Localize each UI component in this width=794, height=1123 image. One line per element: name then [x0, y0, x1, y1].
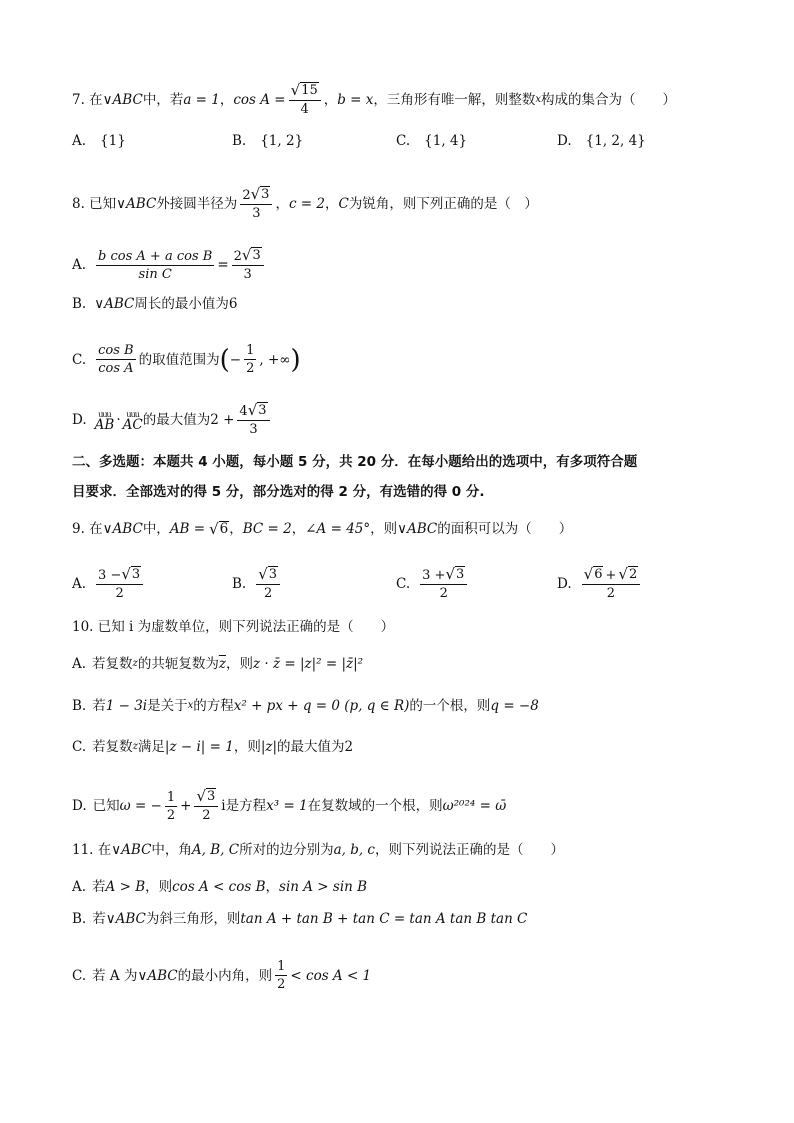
- q7-a-text: {1}: [100, 133, 126, 149]
- q10-b-t4: 的一个根，则: [409, 698, 491, 714]
- q10-d-t1: 已知: [92, 798, 120, 814]
- q7-cos-a: cos A =: [233, 92, 286, 108]
- q8-a-rhs: 2 √ 3 3: [232, 247, 264, 283]
- q10-b-t1: 若: [92, 698, 106, 714]
- q9-d-num-sqrt2: 2: [628, 567, 638, 582]
- q9-bc: BC = 2: [242, 521, 292, 537]
- q8-c-range-end: , +∞: [259, 351, 291, 368]
- q7-text: 中，若: [142, 92, 184, 108]
- q9-c-den: 2: [439, 586, 448, 601]
- q7-end: 构成的集合为（ ）: [541, 92, 677, 108]
- q7-option-d: [557, 133, 646, 149]
- q10-d-frac1: [165, 789, 177, 824]
- q7-option-a: [72, 133, 126, 149]
- q9-b-fraction: √ 3 2: [256, 566, 280, 602]
- q8-option-c: [72, 342, 734, 377]
- q9-sep3: ，则: [370, 521, 398, 537]
- q8-b-label: B.: [72, 296, 87, 312]
- q10-b-t3: 的方程: [193, 698, 234, 714]
- q8-sep2: ，: [324, 196, 339, 212]
- q8-a-den: sin C: [138, 266, 172, 282]
- q11-sides: a, b, c: [333, 842, 375, 858]
- q9-a-num-pre: 3 −: [98, 568, 122, 583]
- q8-c-cond: c = 2: [288, 196, 325, 212]
- q7-frac-num: 15: [301, 83, 318, 98]
- q11-c-triangle: ∨ABC: [137, 967, 178, 984]
- q10-c-val: 2: [344, 739, 354, 755]
- q9-a-fraction: 3 − √ 3 2: [96, 566, 143, 602]
- q7-var-x: x: [535, 94, 542, 105]
- q10-a-expr: z · z̄ = |z|² = |z̄|²: [252, 656, 364, 672]
- q9-ab: AB =: [169, 521, 206, 537]
- q11-b-label: B.: [72, 911, 87, 927]
- q11-a-cond: A > B: [105, 879, 146, 895]
- q10-a-t1: 若复数: [92, 656, 133, 672]
- q8-c-range-fraction: [244, 342, 256, 377]
- q11-option-c: [72, 958, 734, 993]
- q10-b-t2: 是关于: [147, 698, 188, 714]
- q8-sep: ，: [275, 196, 289, 212]
- q11-c-label: C.: [72, 967, 87, 984]
- q8-text: 外接圆半径为: [156, 196, 238, 212]
- q9-b-num-sqrt: 3: [268, 567, 278, 582]
- q7-cond-b: b = x: [337, 92, 374, 108]
- q8-a-rhs-num: 3: [252, 248, 261, 263]
- q7-b-label: B.: [232, 133, 247, 149]
- q8-a-eq: =: [217, 257, 229, 273]
- q8-d-vector-ab: [94, 410, 115, 433]
- q8-r-coef: 2: [242, 188, 251, 203]
- q9-prefix: 9. 在: [72, 521, 103, 537]
- question-11-stem: [72, 840, 734, 860]
- q8-c-var: C: [338, 196, 349, 212]
- q11-c-num: 1: [277, 959, 286, 974]
- q7-fraction: √ 15 4: [289, 82, 321, 118]
- q8-option-b: [72, 294, 734, 314]
- q7-option-b: [232, 133, 303, 149]
- q7-a-label: A.: [72, 133, 87, 149]
- q7-c-text: {1, 4}: [424, 133, 468, 149]
- q9-d-label: D.: [557, 576, 572, 592]
- q9-d-den: 2: [606, 586, 616, 601]
- q10-c-t1: 若复数: [92, 739, 133, 755]
- q9-option-c: [396, 566, 470, 602]
- q9-triangle: ∨ABC: [102, 521, 143, 537]
- q8-d-num-coef: 4: [239, 404, 248, 419]
- q8-d-vec1: AB: [94, 417, 115, 433]
- q11-a-label: A.: [72, 879, 87, 895]
- q8-d-text: 的最大值为: [142, 412, 211, 428]
- q10-d-res: ω²⁰²⁴ = ω̄: [442, 798, 507, 814]
- question-10-stem: 10. 已知 i 为虚数单位，则下列说法正确的是（ ）: [72, 619, 395, 635]
- q8-c-label: C.: [72, 351, 87, 368]
- q7-triangle: ∨ABC: [102, 92, 143, 108]
- q8-end: 为锐角，则下列正确的是（ ）: [348, 196, 538, 212]
- q10-a-z: z: [132, 658, 138, 669]
- q7-c-label: C.: [396, 133, 411, 149]
- q9-sep1: ，: [229, 521, 243, 537]
- q10-c-t2: 满足: [137, 739, 165, 755]
- q8-a-rhs-coef: 2: [233, 249, 242, 264]
- q9-c-num-sqrt: 3: [456, 567, 465, 582]
- q11-c-den: 2: [277, 977, 286, 992]
- q11-c-fraction: [275, 958, 287, 993]
- q8-c-lparen: (: [219, 344, 230, 375]
- q7-b-text: {1, 2}: [260, 133, 304, 149]
- q11-a-r2: sin A > sin B: [279, 879, 368, 895]
- q8-d-vec2: AC: [122, 417, 143, 433]
- q9-ab-val: 6: [219, 521, 229, 537]
- q10-a-zbar: $\overline{z}$: [218, 656, 226, 672]
- q10-b-root: 1 − 3i: [105, 698, 148, 714]
- q11-angles: A, B, C: [191, 842, 240, 858]
- q11-option-a: [72, 877, 734, 897]
- q9-text: 中，: [142, 521, 170, 537]
- vector-arrow-icon: uuu: [98, 410, 111, 419]
- q11-a-r1: cos A < cos B: [172, 879, 266, 895]
- q11-text: 中，角: [151, 842, 192, 858]
- q9-c-fraction: 3 + √ 3 2: [420, 566, 467, 602]
- q10-option-d: [72, 788, 734, 824]
- q9-option-a: [72, 566, 146, 602]
- q11-c-t1: 若 A 为: [92, 967, 138, 984]
- q10-d-frac2: √ 3 2: [194, 788, 218, 824]
- q8-d-val-pre: 2 +: [210, 412, 235, 428]
- q8-c-text: 的取值范围为: [138, 351, 220, 368]
- q10-b-eq: x² + px + q = 0 (p, q ∈ R): [233, 698, 410, 714]
- q10-c-abs: |z|: [260, 739, 278, 755]
- q10-c-z: z: [132, 741, 138, 752]
- q11-end: ，则下列说法正确的是（ ）: [375, 842, 564, 858]
- q8-d-vector-ac: [122, 410, 143, 433]
- q8-r-num: 3: [261, 187, 270, 202]
- q9-a-num-sqrt: 3: [131, 567, 141, 582]
- q10-c-t4: 的最大值为: [277, 739, 345, 755]
- q10-c-cond: |z − i| = 1: [164, 739, 234, 755]
- section-2-heading: 二、多选题：本题共 4 小题，每小题 5 分，共 20 分．在每小题给出的选项中，有多项符合题: [72, 454, 638, 470]
- q10-a-t2: 的共轭复数为: [137, 656, 219, 672]
- q8-c-num: cos B: [98, 343, 134, 358]
- q7-d-label: D.: [557, 133, 572, 149]
- q10-b-label: B.: [72, 698, 87, 714]
- q10-d-i: i: [221, 798, 226, 814]
- q10-d-f1-den: 2: [166, 807, 176, 823]
- q11-b-t1: 若: [92, 911, 106, 927]
- q11-option-b: [72, 909, 734, 929]
- q10-d-omega: ω = −: [119, 798, 162, 814]
- q8-triangle: ∨ABC: [116, 196, 157, 212]
- q9-end: 的面积可以为（ ）: [437, 521, 573, 537]
- q9-b-den: 2: [264, 586, 273, 601]
- section-2-heading-line2: 目要求．全部选对的得 5 分，部分选对的得 2 分，有选错的得 0 分.: [72, 484, 485, 500]
- q8-option-d: [72, 402, 734, 438]
- q8-option-a: [72, 247, 734, 283]
- q10-option-b: [72, 696, 734, 716]
- q10-b-q: q = −8: [490, 698, 539, 714]
- q9-option-d: [557, 566, 643, 602]
- q8-a-rhs-den: 3: [243, 267, 252, 282]
- q10-c-t3: ，则: [233, 739, 261, 755]
- q9-d-num-sqrt1: 6: [594, 567, 603, 582]
- q10-d-label: D.: [72, 798, 87, 814]
- q8-b-val: 6: [228, 296, 238, 312]
- q10-d-f1-num: 1: [166, 789, 176, 805]
- q10-d-plus: +: [180, 798, 192, 814]
- q10-c-label: C.: [72, 739, 87, 755]
- q8-radius-fraction: 2 √ 3 3: [240, 186, 272, 222]
- q9-option-b: [232, 566, 283, 602]
- q9-b-label: B.: [232, 576, 247, 592]
- q8-d-den: 3: [249, 422, 258, 437]
- q10-a-t3: ，则: [225, 656, 253, 672]
- q8-d-fraction: 4 √ 3 3: [237, 402, 269, 438]
- q8-c-sign: −: [229, 351, 242, 368]
- q8-a-label: A.: [72, 257, 87, 273]
- q7-cond-a: a = 1: [183, 92, 220, 108]
- q11-text2: 所对的边分别为: [239, 842, 334, 858]
- q8-b-text: 周长的最小值为: [134, 296, 229, 312]
- q7-sep: ，: [219, 92, 234, 108]
- vector-arrow-icon: uuu: [126, 410, 139, 419]
- q8-c-range-den: 2: [246, 361, 255, 376]
- q7-option-c: [396, 133, 467, 149]
- q8-d-label: D.: [72, 412, 87, 428]
- q10-a-label: A.: [72, 656, 87, 672]
- q8-c-fraction: [96, 342, 135, 377]
- q10-d-eq: x³ = 1: [266, 798, 308, 814]
- q10-d-f2-den: 2: [202, 808, 211, 823]
- q11-a-sep: ，: [265, 879, 280, 895]
- q7-frac-den: 4: [300, 102, 309, 117]
- q11-triangle: ∨ABC: [111, 842, 152, 858]
- q10-option-a: [72, 654, 734, 674]
- q7-d-text: {1, 2, 4}: [585, 133, 646, 149]
- q8-c-rparen: ): [290, 344, 301, 375]
- question-8-stem: [72, 186, 734, 222]
- q9-d-fraction: √ 6 + √ 2 2: [582, 566, 641, 602]
- q8-a-num: b cos A + a cos B: [98, 248, 213, 264]
- q9-d-plus: +: [605, 568, 617, 583]
- q10-d-f2-num: 3: [207, 789, 216, 804]
- q9-a-label: A.: [72, 576, 87, 592]
- question-9-stem: 9. 在 ∨ABC 中， AB = √ 6 ， BC = 2 ， ∠A = 45° ，则 ∨ABC 的面积可以为（ ）: [72, 520, 573, 538]
- q11-a-t2: ，则: [145, 879, 173, 895]
- q8-prefix: 8. 已知: [72, 196, 117, 212]
- q10-d-t3: 在复数域的一个根，则: [307, 798, 443, 814]
- q11-b-eq: tan A + tan B + tan C = tan A tan B tan C: [240, 911, 528, 927]
- q7-text2: ，三角形有唯一解，则整数: [373, 92, 536, 108]
- q11-c-rest: < cos A < 1: [290, 967, 372, 984]
- q10-d-t2: 是方程: [225, 798, 267, 814]
- q8-d-dot: ·: [116, 412, 121, 428]
- q10-b-x: x: [187, 700, 194, 711]
- q9-c-label: C.: [396, 576, 411, 592]
- q7-sep2: ，: [323, 92, 338, 108]
- q11-b-triangle: ∨ABC: [105, 911, 146, 927]
- q8-c-range-num: 1: [246, 343, 255, 358]
- q9-sep2: ，: [291, 521, 306, 537]
- q8-a-fraction: [96, 248, 214, 283]
- q9-a-den: 2: [115, 586, 124, 601]
- q11-prefix: 11. 在: [72, 842, 112, 858]
- q11-a-t1: 若: [92, 879, 106, 895]
- q8-r-den: 3: [252, 206, 261, 221]
- q7-prefix: 7. 在: [72, 92, 103, 108]
- q9-triangle2: ∨ABC: [397, 521, 438, 537]
- q9-c-num-pre: 3 +: [422, 568, 446, 583]
- question-7-stem: [72, 82, 734, 118]
- q11-c-t2: 的最小内角，则: [177, 967, 273, 984]
- q8-c-den: cos A: [98, 361, 134, 376]
- q9-angle: ∠A = 45°: [305, 521, 371, 537]
- q10-option-c: [72, 737, 734, 757]
- q8-b-triangle: ∨ABC: [94, 296, 135, 312]
- q11-b-t2: 为斜三角形，则: [145, 911, 241, 927]
- q8-d-num: 3: [258, 403, 267, 418]
